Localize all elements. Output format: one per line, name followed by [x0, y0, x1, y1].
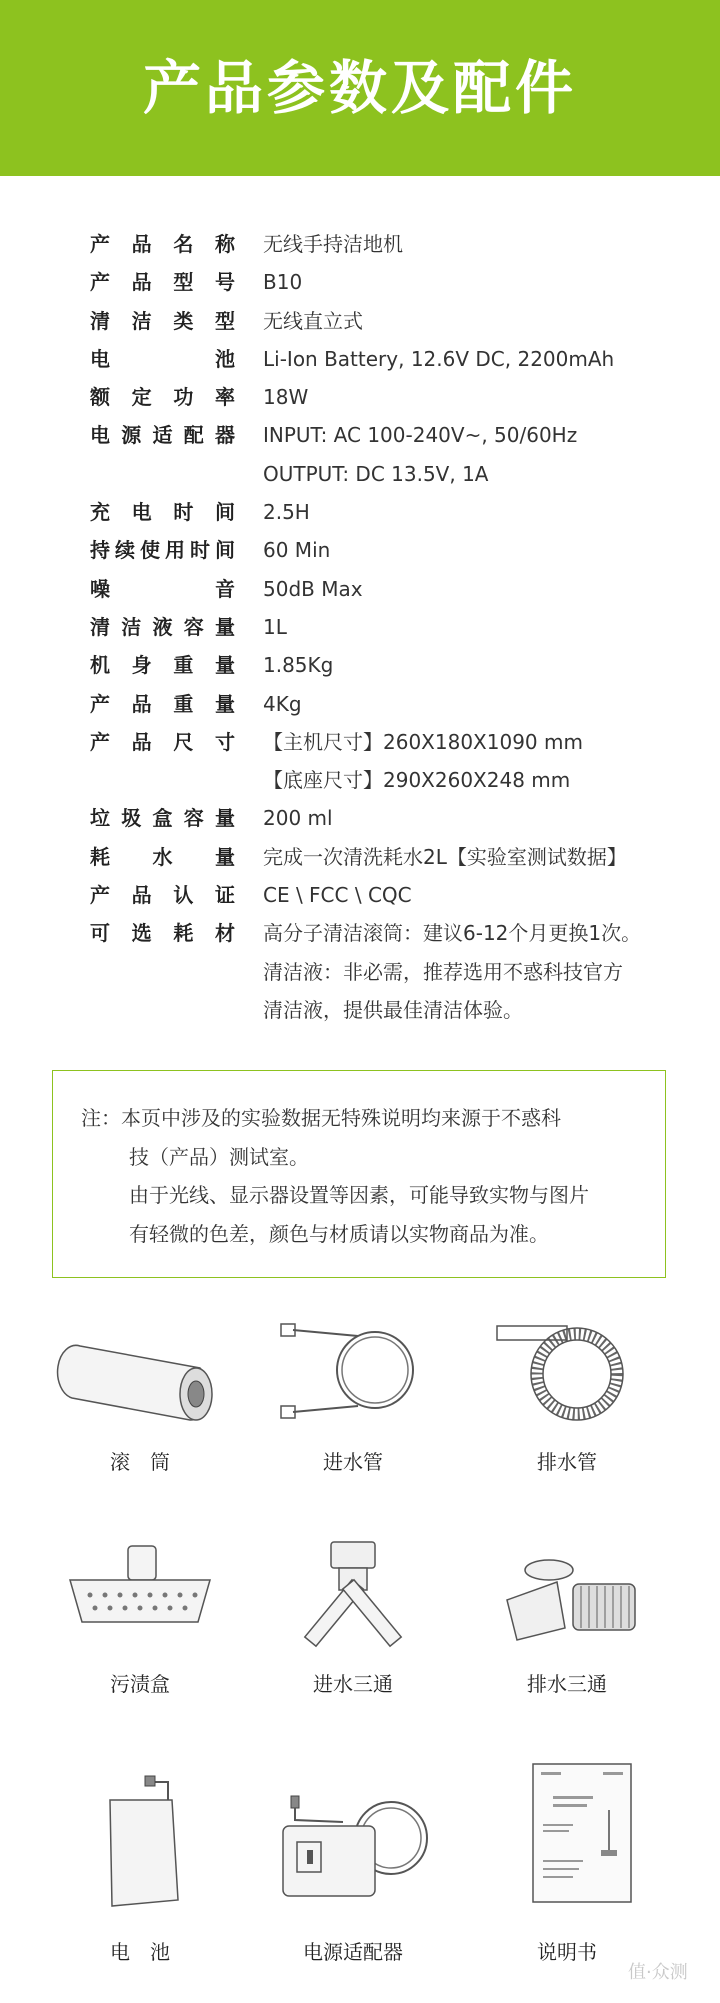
spec-label: [90, 761, 235, 799]
spec-label: 机身重量: [90, 653, 235, 678]
spec-row: [90, 302, 690, 340]
accessory-battery: [40, 1760, 240, 1964]
accessory-drain-tee: [467, 1540, 667, 1710]
accessory-drain-hose: [467, 1318, 667, 1488]
note-line: 有轻微的色差，颜色与材质请以实物商品为准。: [129, 1221, 549, 1246]
spec-label: 充电时间: [90, 500, 235, 525]
spec-label: 产品重量: [90, 691, 235, 716]
battery-icon: [50, 1760, 230, 1910]
header-banner: [0, 0, 720, 176]
accessory-dirt-box: [40, 1540, 240, 1710]
spec-label: [90, 953, 235, 991]
spec-value: 完成一次清洗耗水2L【实验室测试数据】: [263, 844, 627, 869]
spec-row: [90, 799, 690, 837]
spec-value: 清洁液，提供最佳清洁体验。: [263, 997, 523, 1022]
accessory-manual: [467, 1760, 667, 1964]
spec-label: 垃圾盒容量: [90, 806, 235, 831]
spec-value: 200 ml: [263, 806, 333, 831]
accessory-roller: [40, 1318, 240, 1488]
spec-label: 清洁液容量: [90, 614, 235, 639]
spec-label: 电源适配器: [90, 423, 235, 448]
spec-row: [90, 608, 690, 646]
spec-value: B10: [263, 270, 303, 295]
spec-row: [90, 570, 690, 608]
spec-value: 高分子清洁滚筒：建议6-12个月更换1次。: [263, 921, 642, 946]
accessory-label: 滚 筒: [110, 1450, 170, 1474]
spec-label: 耗水量: [90, 844, 235, 869]
spec-label: [90, 991, 235, 1029]
spec-label: 产品认证: [90, 883, 235, 908]
spec-label: 噪音: [90, 576, 235, 601]
spec-row: [90, 416, 690, 454]
spec-label: [90, 455, 235, 493]
accessory-label: 进水管: [323, 1450, 383, 1474]
spec-value: 无线直立式: [263, 308, 363, 333]
accessory-label: 电 池: [110, 1940, 170, 1964]
accessory-label: 排水管: [537, 1450, 597, 1474]
spec-label: 持续使用时间: [90, 538, 235, 563]
accessory-power-adapter: [253, 1760, 453, 1964]
spec-label: 电池: [90, 346, 235, 371]
spec-value: 【底座尺寸】290X260X248 mm: [263, 768, 571, 793]
spec-value: 18W: [263, 385, 309, 410]
manual-icon: [477, 1760, 657, 1910]
accessory-label: 进水三通: [313, 1672, 393, 1696]
note-line: 注：本页中涉及的实验数据无特殊说明均来源于不惑科: [81, 1106, 561, 1130]
power-adapter-icon: [263, 1760, 443, 1910]
drain-hose-icon: [477, 1318, 657, 1428]
spec-value: 1L: [263, 614, 287, 639]
page-title: 产品参数及配件: [142, 54, 577, 122]
spec-row: [90, 646, 690, 684]
spec-row: [90, 685, 690, 723]
spec-row: [90, 340, 690, 378]
spec-value: 2.5H: [263, 500, 310, 525]
spec-row: [90, 723, 690, 761]
spec-row: [90, 953, 690, 991]
dirt-box-icon: [50, 1540, 230, 1650]
accessory-label: 电源适配器: [303, 1940, 403, 1964]
spec-label: 产品尺寸: [90, 729, 235, 754]
spec-row: [90, 876, 690, 914]
spec-value: 4Kg: [263, 691, 302, 716]
spec-value: 50dB Max: [263, 576, 363, 601]
spec-row: [90, 263, 690, 301]
spec-row: [90, 838, 690, 876]
accessory-inlet-tee: [253, 1540, 453, 1710]
spec-value: CE \ FCC \ CQC: [263, 883, 412, 908]
spec-row: [90, 761, 690, 799]
spec-value: OUTPUT: DC 13.5V, 1A: [263, 461, 489, 486]
roller-icon: [50, 1318, 230, 1428]
spec-value: 【主机尺寸】260X180X1090 mm: [263, 729, 583, 754]
spec-table: [90, 225, 690, 1029]
spec-value: 60 Min: [263, 538, 331, 563]
note-line: 由于光线、显示器设置等因素，可能导致实物与图片: [129, 1183, 589, 1207]
spec-value: Li-Ion Battery, 12.6V DC, 2200mAh: [263, 346, 615, 371]
spec-row: [90, 493, 690, 531]
spec-label: 额定功率: [90, 385, 235, 410]
spec-value: 1.85Kg: [263, 653, 334, 678]
inlet-hose-icon: [263, 1318, 443, 1428]
accessory-label: 污渍盒: [110, 1672, 170, 1696]
accessory-inlet-hose: [253, 1318, 453, 1488]
spec-row: [90, 991, 690, 1029]
watermark: 值·众测: [628, 1962, 688, 1983]
note-line: 技（产品）测试室。: [129, 1144, 309, 1169]
spec-value: 清洁液：非必需，推荐选用不惑科技官方: [263, 959, 623, 984]
spec-label: 产品名称: [90, 232, 235, 256]
spec-row: [90, 455, 690, 493]
spec-row: [90, 531, 690, 569]
spec-row: [90, 378, 690, 416]
spec-label: 清洁类型: [90, 308, 235, 333]
disclaimer-box: [52, 1070, 666, 1278]
accessory-label: 排水三通: [527, 1672, 607, 1696]
accessory-label: 说明书: [537, 1940, 597, 1964]
drain-tee-icon: [477, 1540, 657, 1650]
spec-label: 可选耗材: [90, 921, 235, 946]
spec-row: [90, 225, 690, 263]
spec-label: 产品型号: [90, 270, 235, 295]
spec-row: [90, 914, 690, 952]
inlet-tee-icon: [263, 1540, 443, 1650]
spec-value: 无线手持洁地机: [263, 232, 403, 256]
spec-value: INPUT: AC 100-240V~, 50/60Hz: [263, 423, 578, 448]
